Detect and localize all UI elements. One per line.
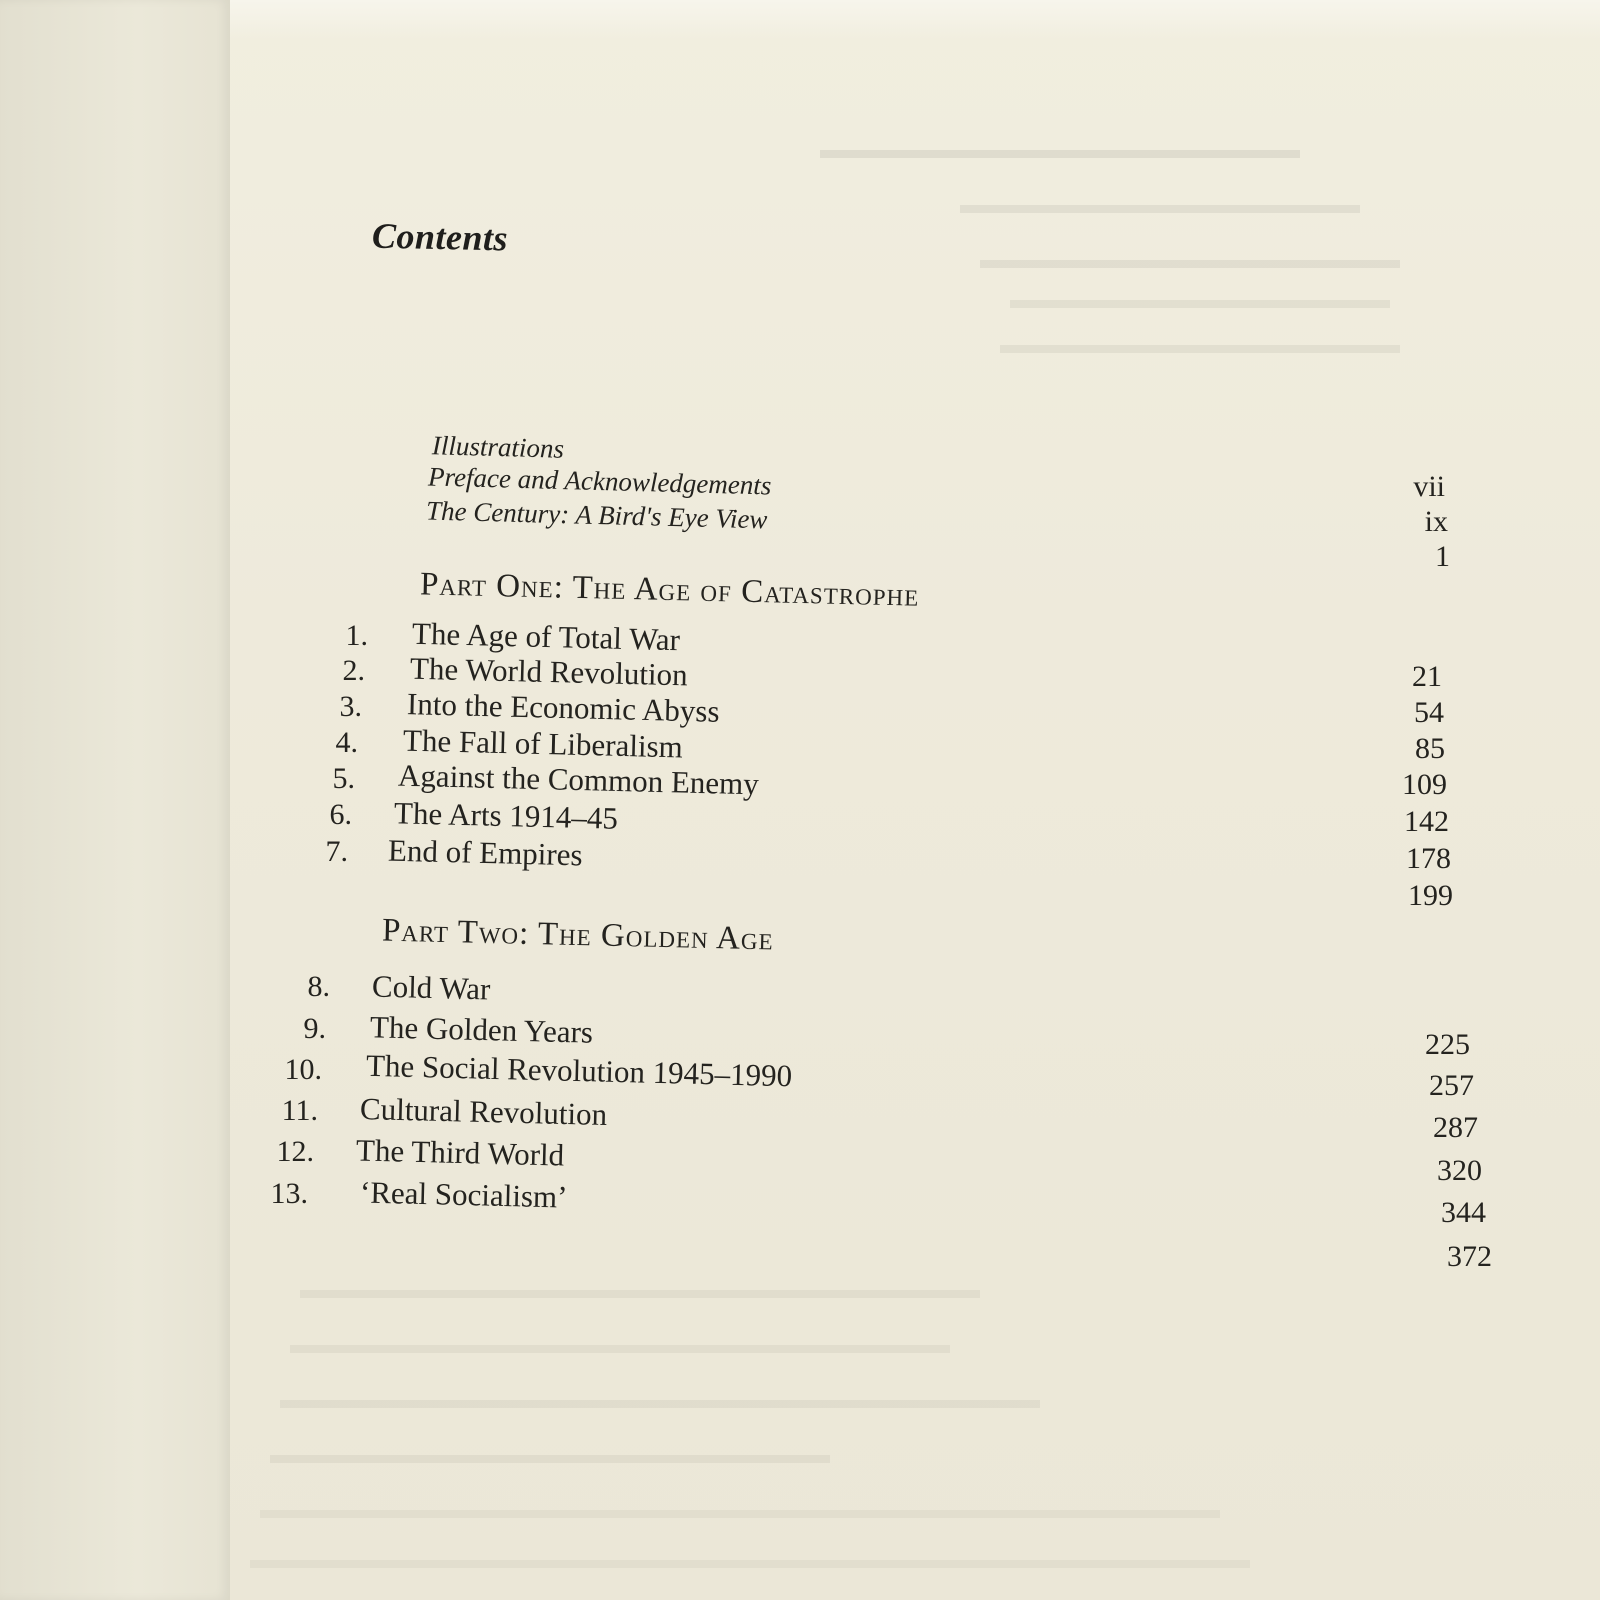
chapter-number: 12. bbox=[276, 1135, 314, 1168]
chapter-number: 4. bbox=[335, 726, 358, 759]
part-two-title: Part Two: The Golden Age bbox=[381, 912, 775, 958]
chapter-title: Cold War bbox=[371, 968, 491, 1007]
chapter-number: 5. bbox=[332, 762, 355, 795]
chapter-number: 3. bbox=[339, 690, 362, 723]
chapter-page: 287 bbox=[1433, 1111, 1478, 1144]
chapter-page: 85 bbox=[1415, 732, 1445, 765]
chapter-number: 8. bbox=[307, 970, 330, 1003]
chapter-number: 10. bbox=[284, 1053, 322, 1086]
chapter-title: The Social Revolution 1945–1990 bbox=[365, 1047, 793, 1094]
chapter-title: The Third World bbox=[355, 1132, 565, 1173]
chapter-page: 344 bbox=[1441, 1196, 1486, 1229]
chapter-page: 199 bbox=[1408, 879, 1453, 912]
chapter-page: 54 bbox=[1414, 696, 1444, 729]
front-matter-title: Illustrations bbox=[431, 430, 565, 464]
chapter-title: The World Revolution bbox=[409, 650, 689, 693]
chapter-title: End of Empires bbox=[387, 832, 583, 873]
chapter-page: 178 bbox=[1406, 842, 1451, 875]
front-matter-page: 1 bbox=[1435, 540, 1450, 573]
chapter-title: The Age of Total War bbox=[411, 615, 681, 658]
chapter-title: The Arts 1914–45 bbox=[393, 795, 619, 836]
part-one-title: Part One: The Age of Catastrophe bbox=[419, 566, 920, 614]
chapter-page: 225 bbox=[1425, 1028, 1470, 1061]
chapter-title: ‘Real Socialism’ bbox=[359, 1174, 568, 1215]
chapter-page: 372 bbox=[1447, 1240, 1492, 1273]
chapter-number: 9. bbox=[303, 1012, 326, 1045]
chapter-title: Against the Common Enemy bbox=[397, 757, 760, 802]
chapter-number: 13. bbox=[270, 1177, 308, 1210]
front-matter-title: The Century: A Bird's Eye View bbox=[425, 495, 768, 535]
chapter-number: 11. bbox=[281, 1094, 318, 1127]
chapter-number: 7. bbox=[325, 835, 348, 868]
front-matter-page: vii bbox=[1413, 470, 1445, 503]
chapter-number: 2. bbox=[342, 654, 365, 687]
chapter-title: Cultural Revolution bbox=[359, 1090, 608, 1133]
contents-heading: Contents bbox=[371, 215, 509, 259]
chapter-title: The Fall of Liberalism bbox=[402, 722, 684, 765]
chapter-page: 257 bbox=[1429, 1069, 1474, 1102]
chapter-page: 21 bbox=[1412, 660, 1442, 693]
chapter-page: 320 bbox=[1437, 1154, 1482, 1187]
chapter-title: Into the Economic Abyss bbox=[406, 686, 720, 729]
front-matter-title: Preface and Acknowledgements bbox=[427, 461, 772, 501]
chapter-number: 6. bbox=[329, 798, 352, 831]
chapter-page: 142 bbox=[1404, 805, 1449, 838]
chapter-number: 1. bbox=[345, 619, 368, 652]
chapter-page: 109 bbox=[1402, 768, 1447, 801]
front-matter-page: ix bbox=[1424, 505, 1448, 538]
chapter-title: The Golden Years bbox=[369, 1009, 594, 1050]
